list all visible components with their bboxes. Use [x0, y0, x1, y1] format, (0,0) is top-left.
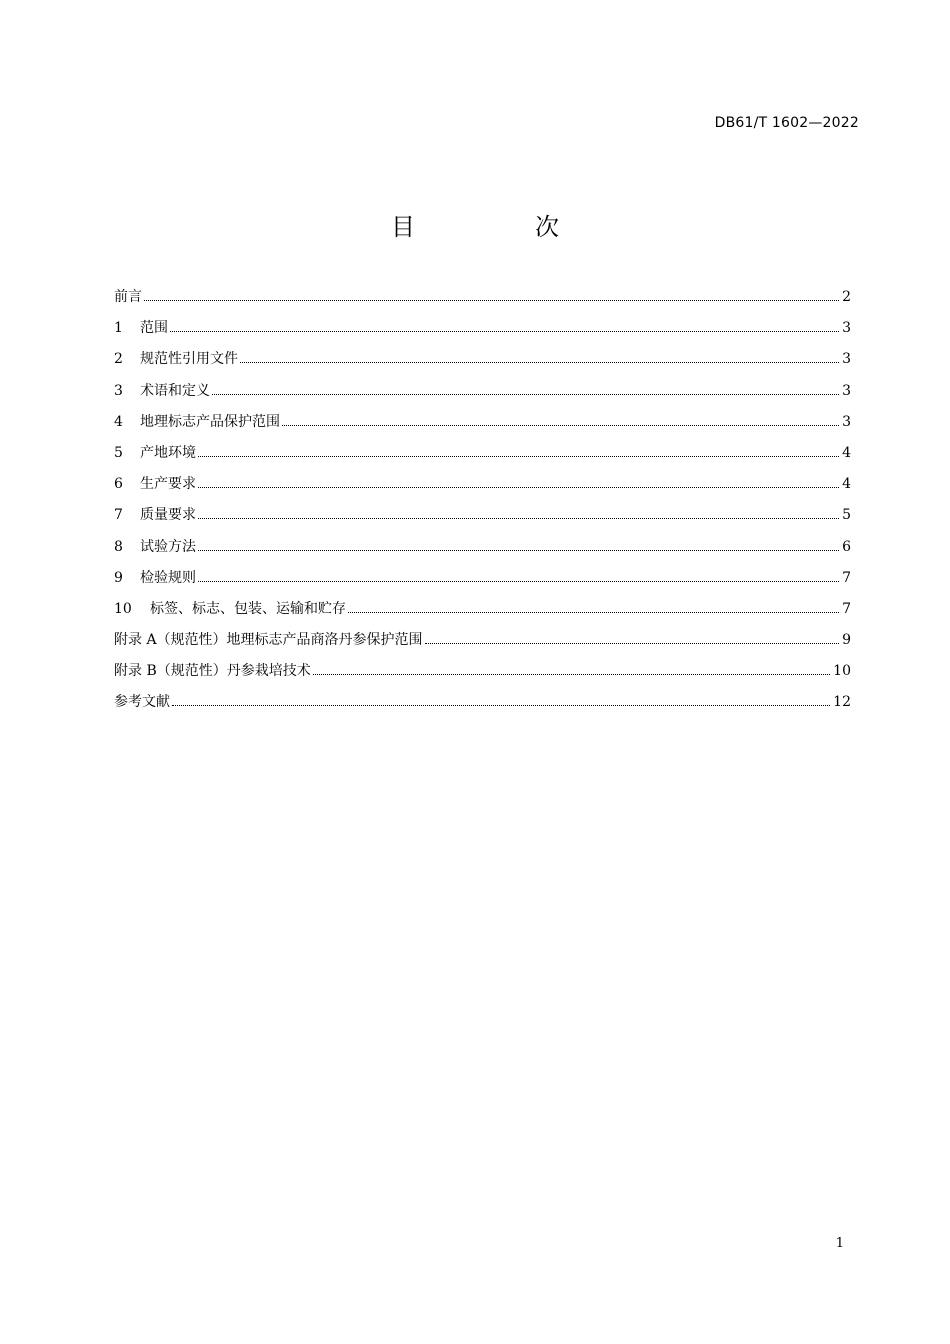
toc-entry-page: 5	[842, 507, 851, 524]
toc-entry[interactable]	[114, 598, 851, 629]
toc-entry-number: 4	[114, 413, 123, 430]
toc-entry-page: 3	[842, 351, 851, 368]
toc-entry[interactable]	[114, 286, 851, 317]
toc-dot-leader	[198, 580, 839, 582]
toc-dot-leader	[198, 549, 839, 551]
toc-entry-label: 标签、标志、包装、运输和贮存	[150, 600, 346, 617]
toc-entry-page: 7	[842, 569, 851, 586]
toc-entry-page: 9	[842, 632, 851, 649]
toc-entry[interactable]	[114, 504, 851, 535]
toc-entry-label: 检验规则	[140, 569, 196, 586]
toc-entry-page: 3	[842, 413, 851, 430]
table-of-contents	[114, 286, 851, 723]
toc-entry[interactable]	[114, 536, 851, 567]
toc-entry-page: 4	[842, 444, 851, 461]
toc-entry-label: 产地环境	[140, 444, 196, 461]
toc-entry[interactable]	[114, 380, 851, 411]
toc-entry-label: 附录 B（规范性）丹参栽培技术	[114, 663, 311, 680]
toc-dot-leader	[198, 455, 839, 457]
toc-entry[interactable]	[114, 629, 851, 660]
toc-entry-number: 1	[114, 320, 123, 337]
toc-entry-page: 7	[842, 600, 851, 617]
toc-entry-page: 3	[842, 382, 851, 399]
toc-entry[interactable]	[114, 660, 851, 691]
toc-dot-leader	[425, 642, 840, 644]
toc-entry-number: 6	[114, 476, 123, 493]
standard-code: DB61/T 1602—2022	[714, 115, 859, 131]
toc-entry-label: 生产要求	[140, 476, 196, 493]
toc-entry-label: 试验方法	[140, 538, 196, 555]
toc-entry[interactable]	[114, 348, 851, 379]
toc-entry-page: 12	[833, 694, 851, 711]
toc-entry-number: 8	[114, 538, 123, 555]
toc-entry-label: 地理标志产品保护范围	[140, 413, 280, 430]
toc-dot-leader	[170, 330, 839, 332]
toc-entry-number: 2	[114, 351, 123, 368]
toc-entry-label: 术语和定义	[140, 382, 210, 399]
toc-dot-leader	[212, 393, 839, 395]
toc-dot-leader	[198, 517, 839, 519]
toc-entry-label: 质量要求	[140, 507, 196, 524]
toc-entry[interactable]	[114, 442, 851, 473]
toc-entry-label: 前言	[114, 289, 142, 305]
toc-dot-leader	[313, 673, 830, 675]
toc-dot-leader	[348, 611, 839, 613]
toc-entry[interactable]	[114, 317, 851, 348]
toc-dot-leader	[172, 704, 830, 706]
toc-entry-page: 3	[842, 320, 851, 337]
toc-entry[interactable]	[114, 691, 851, 722]
toc-dot-leader	[198, 486, 839, 488]
page-number: 1	[835, 1236, 844, 1251]
toc-entry[interactable]	[114, 473, 851, 504]
toc-entry-number: 10	[114, 600, 132, 617]
toc-entry-page: 10	[833, 663, 851, 680]
toc-entry-page: 2	[842, 289, 851, 305]
toc-entry-page: 4	[842, 476, 851, 493]
toc-entry-label: 范围	[140, 320, 168, 337]
toc-entry[interactable]	[114, 411, 851, 442]
toc-title: 目 次	[391, 213, 607, 241]
toc-entry-number: 9	[114, 569, 123, 586]
toc-entry-label: 参考文献	[114, 694, 170, 711]
toc-entry[interactable]	[114, 567, 851, 598]
toc-entry-label: 附录 A（规范性）地理标志产品商洛丹参保护范围	[114, 632, 423, 649]
toc-entry-label: 规范性引用文件	[140, 351, 238, 368]
toc-dot-leader	[240, 361, 839, 363]
toc-entry-page: 6	[842, 538, 851, 555]
toc-dot-leader	[144, 299, 839, 301]
toc-entry-number: 7	[114, 507, 123, 524]
toc-entry-number: 3	[114, 382, 123, 399]
toc-entry-number: 5	[114, 444, 123, 461]
toc-dot-leader	[282, 424, 839, 426]
